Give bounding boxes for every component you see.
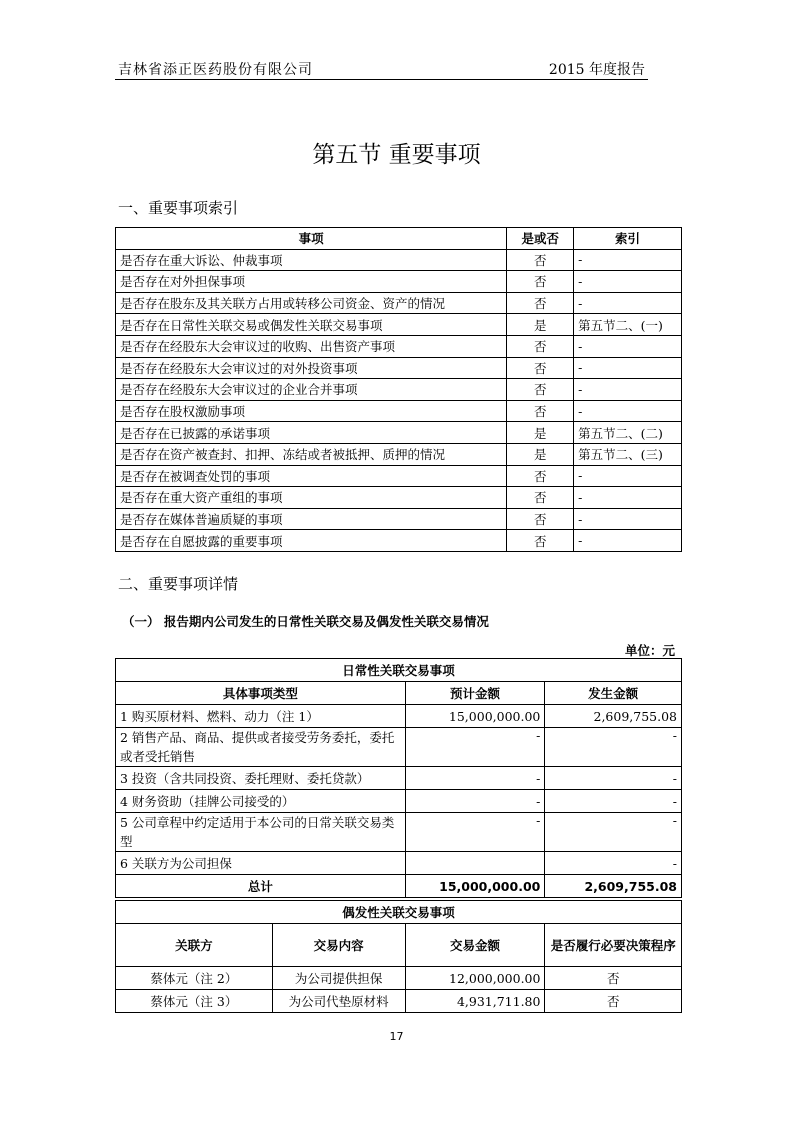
yesno-cell: 否 (507, 530, 574, 552)
table-row (116, 335, 682, 357)
daily-title: 日常性关联交易事项 (116, 659, 682, 682)
yesno-cell: 否 (507, 249, 574, 271)
index-cell: - (574, 335, 682, 357)
index-cell: - (574, 508, 682, 530)
col-yesno: 是或否 (507, 228, 574, 250)
header-report: 2015 年度报告 (548, 62, 645, 78)
expected-cell (405, 852, 545, 875)
occasional-transactions-table (115, 900, 682, 1013)
item-cell: 是否存在经股东大会审议过的企业合并事项 (116, 379, 507, 401)
index-cell: - (574, 487, 682, 509)
col-index: 索引 (574, 228, 682, 250)
table-row (116, 990, 682, 1013)
index-cell: 第五节二、(一) (574, 314, 682, 336)
total-label: 总计 (116, 875, 406, 898)
table-row (116, 487, 682, 509)
item-cell: 是否存在重大资产重组的事项 (116, 487, 507, 509)
party-cell: 蔡体元（注 2） (116, 967, 273, 990)
table-row (116, 813, 682, 852)
yesno-cell: 是 (507, 443, 574, 465)
table-row (116, 314, 682, 336)
total-actual: 2,609,755.08 (545, 875, 682, 898)
index-table (115, 227, 682, 552)
actual-cell: - (545, 852, 682, 875)
table-row (116, 422, 682, 444)
procedure-cell: 否 (545, 967, 682, 990)
yesno-cell: 否 (507, 271, 574, 293)
yesno-cell: 否 (507, 357, 574, 379)
section2-heading: 二、重要事项详情 (118, 575, 239, 593)
yesno-cell: 是 (507, 422, 574, 444)
item-cell: 是否存在经股东大会审议过的对外投资事项 (116, 357, 507, 379)
section1-heading: 一、重要事项索引 (118, 199, 239, 217)
col-amount: 交易金额 (405, 924, 545, 967)
type-cell: 1 购买原材料、燃料、动力（注 1） (116, 705, 406, 728)
party-cell: 蔡体元（注 3） (116, 990, 273, 1013)
item-cell: 是否存在自愿披露的重要事项 (116, 530, 507, 552)
occasional-title: 偶发性关联交易事项 (116, 901, 682, 924)
content-cell: 为公司提供担保 (272, 967, 405, 990)
item-cell: 是否存在重大诉讼、仲裁事项 (116, 249, 507, 271)
col-type: 具体事项类型 (116, 682, 406, 705)
col-actual: 发生金额 (545, 682, 682, 705)
yesno-cell: 否 (507, 379, 574, 401)
index-cell: - (574, 292, 682, 314)
table-row (116, 508, 682, 530)
header-divider (115, 79, 648, 80)
expected-cell: - (405, 813, 545, 852)
table-row (116, 379, 682, 401)
index-header-row (116, 228, 682, 250)
table-row (116, 443, 682, 465)
total-expected: 15,000,000.00 (405, 875, 545, 898)
procedure-cell: 否 (545, 990, 682, 1013)
item-cell: 是否存在股东及其关联方占用或转移公司资金、资产的情况 (116, 292, 507, 314)
yesno-cell: 否 (507, 508, 574, 530)
actual-cell: - (545, 767, 682, 790)
actual-cell: - (545, 813, 682, 852)
col-expected: 预计金额 (405, 682, 545, 705)
table-row (116, 357, 682, 379)
table-row (116, 728, 682, 767)
index-cell: - (574, 465, 682, 487)
yesno-cell: 否 (507, 335, 574, 357)
table-row (116, 790, 682, 813)
item-cell: 是否存在股权激励事项 (116, 400, 507, 422)
actual-cell: 2,609,755.08 (545, 705, 682, 728)
amount-cell: 4,931,711.80 (405, 990, 545, 1013)
actual-cell: - (545, 790, 682, 813)
table-row (116, 705, 682, 728)
expected-cell: - (405, 767, 545, 790)
item-cell: 是否存在已披露的承诺事项 (116, 422, 507, 444)
yesno-cell: 否 (507, 292, 574, 314)
item-cell: 是否存在经股东大会审议过的收购、出售资产事项 (116, 335, 507, 357)
page-title: 第五节 重要事项 (312, 142, 481, 168)
table-row (116, 249, 682, 271)
yesno-cell: 否 (507, 465, 574, 487)
yesno-cell: 是 (507, 314, 574, 336)
item-cell: 是否存在对外担保事项 (116, 271, 507, 293)
item-cell: 是否存在被调查处罚的事项 (116, 465, 507, 487)
index-cell: 第五节二、(三) (574, 443, 682, 465)
col-procedure: 是否履行必要决策程序 (545, 924, 682, 967)
index-cell: - (574, 530, 682, 552)
expected-cell: - (405, 728, 545, 767)
daily-transactions-table (115, 658, 682, 898)
type-cell: 4 财务资助（挂牌公司接受的） (116, 790, 406, 813)
table-row (116, 967, 682, 990)
index-cell: - (574, 379, 682, 401)
index-cell: - (574, 271, 682, 293)
content-cell: 为公司代垫原材料 (272, 990, 405, 1013)
page-number: 17 (389, 1030, 404, 1043)
type-cell: 5 公司章程中约定适用于本公司的日常关联交易类型 (116, 813, 406, 852)
daily-total-row (116, 875, 682, 898)
table-row (116, 271, 682, 293)
col-party: 关联方 (116, 924, 273, 967)
header-company: 吉林省添正医药股份有限公司 (118, 62, 313, 78)
table-row (116, 400, 682, 422)
table-row (116, 530, 682, 552)
item-cell: 是否存在媒体普遍质疑的事项 (116, 508, 507, 530)
expected-cell: 15,000,000.00 (405, 705, 545, 728)
subsection1-heading: （一） 报告期内公司发生的日常性关联交易及偶发性关联交易情况 (122, 614, 489, 629)
item-cell: 是否存在日常性关联交易或偶发性关联交易事项 (116, 314, 507, 336)
yesno-cell: 否 (507, 400, 574, 422)
table-row (116, 767, 682, 790)
unit-label: 单位：元 (624, 643, 675, 658)
actual-cell: - (545, 728, 682, 767)
type-cell: 6 关联方为公司担保 (116, 852, 406, 875)
index-cell: 第五节二、(二) (574, 422, 682, 444)
amount-cell: 12,000,000.00 (405, 967, 545, 990)
yesno-cell: 否 (507, 487, 574, 509)
table-row (116, 852, 682, 875)
col-content: 交易内容 (272, 924, 405, 967)
type-cell: 3 投资（含共同投资、委托理财、委托贷款） (116, 767, 406, 790)
index-cell: - (574, 400, 682, 422)
index-cell: - (574, 357, 682, 379)
table-row (116, 292, 682, 314)
type-cell: 2 销售产品、商品、提供或者接受劳务委托，委托或者受托销售 (116, 728, 406, 767)
item-cell: 是否存在资产被查封、扣押、冻结或者被抵押、质押的情况 (116, 443, 507, 465)
table-row (116, 465, 682, 487)
col-item: 事项 (116, 228, 507, 250)
expected-cell: - (405, 790, 545, 813)
index-cell: - (574, 249, 682, 271)
